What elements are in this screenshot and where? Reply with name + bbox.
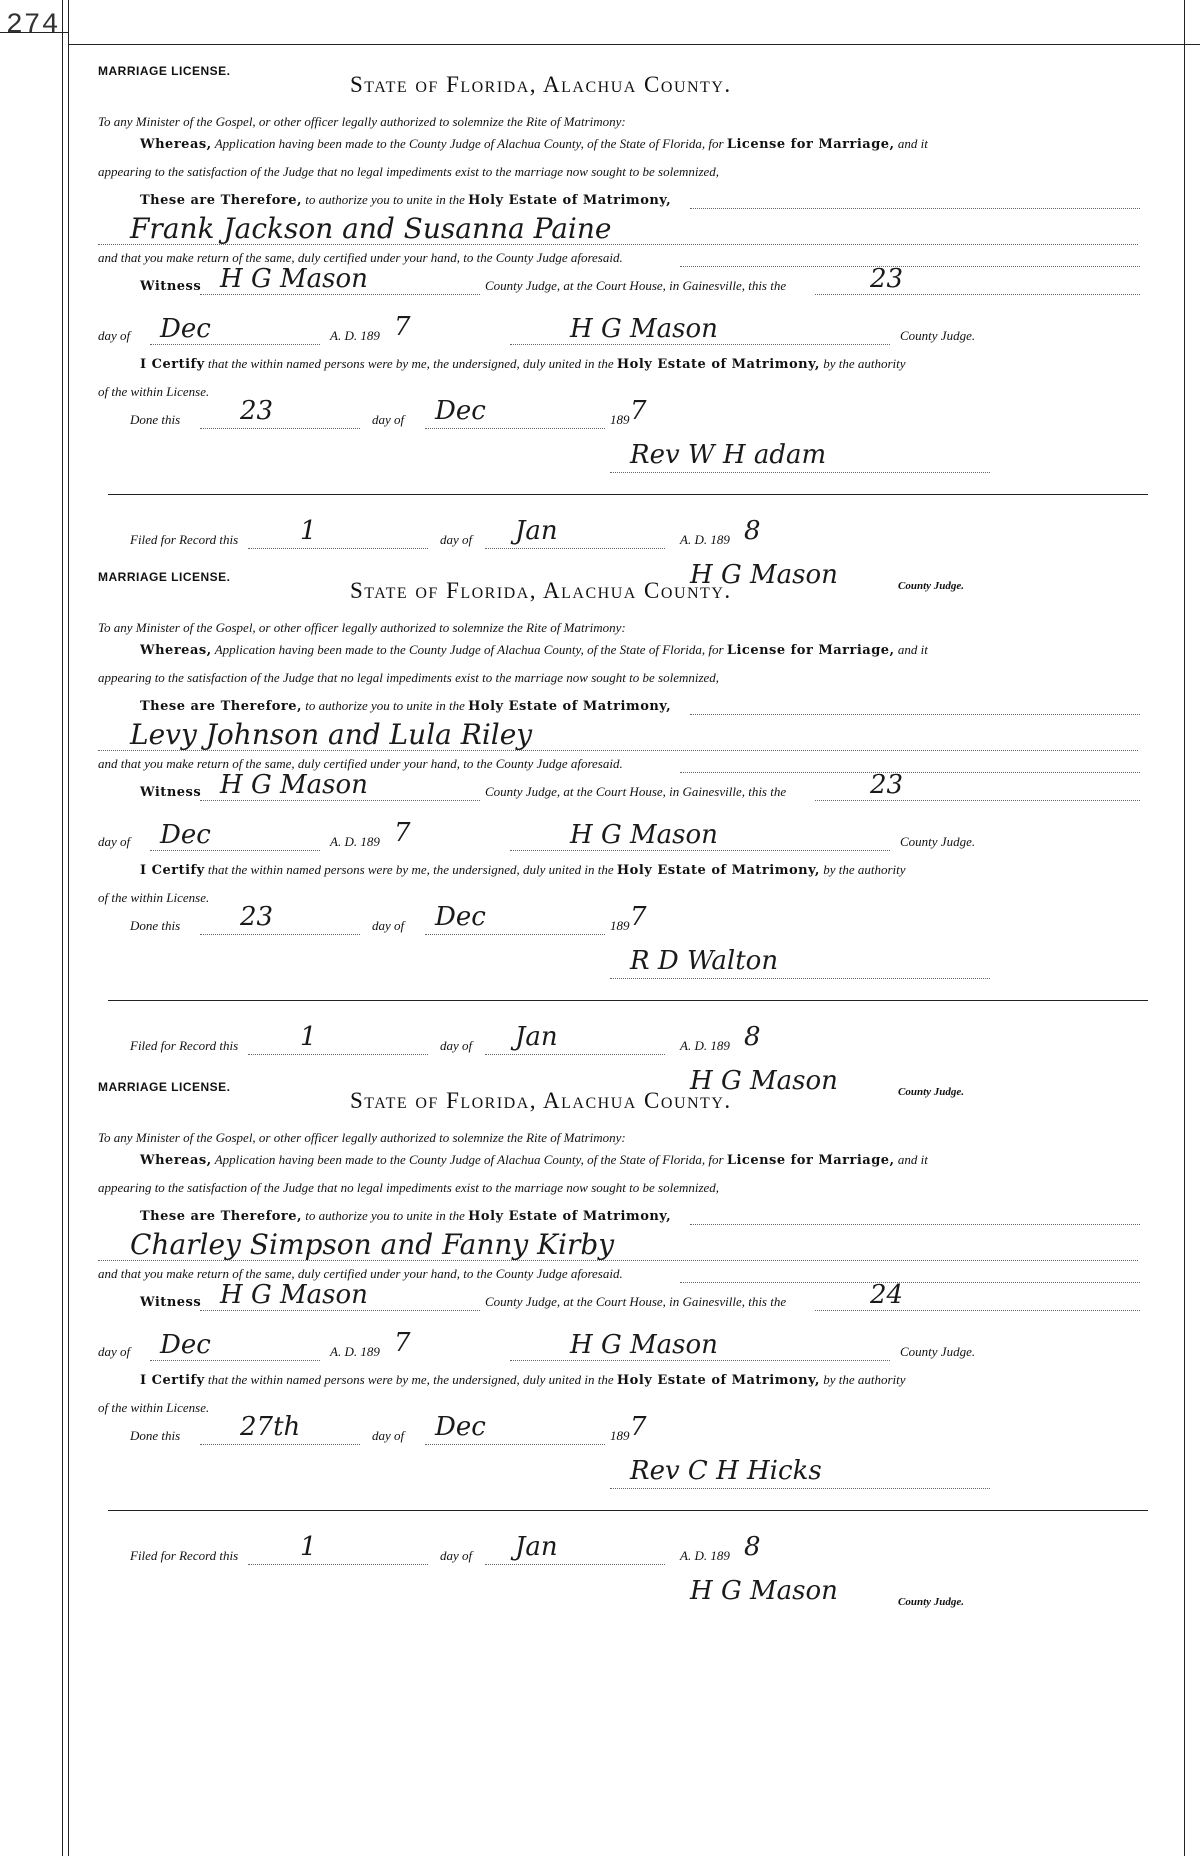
filed-day: 1	[300, 516, 317, 546]
certify-text: that the within named persons were by me, the undersigned, duly united in the	[207, 862, 614, 877]
done-day: 23	[240, 902, 274, 932]
dotted-line	[610, 978, 990, 979]
filed-month: Jan	[515, 1022, 558, 1052]
filed-month: Jan	[515, 1532, 558, 1562]
certify-line	[140, 862, 906, 878]
court-text: County Judge, at the Court House, in Gainesville, this the	[485, 278, 787, 293]
therefore-text: to authorize you to unite in the	[305, 192, 465, 207]
dotted-line	[200, 1310, 480, 1311]
done-month: Dec	[435, 396, 486, 426]
done-this-label: Done this	[130, 1428, 181, 1443]
done-day: 27th	[240, 1412, 301, 1442]
dotted-line	[485, 1054, 665, 1055]
done-month: Dec	[435, 1412, 486, 1442]
done-year-digit: 7	[630, 902, 647, 932]
witness-label	[140, 1294, 201, 1310]
marriage-license	[90, 64, 1150, 654]
dotted-line	[815, 800, 1140, 801]
filed-signature: H G Mason	[690, 1066, 838, 1096]
within-license: of the within License.	[98, 384, 210, 399]
return-line: and that you make return of the same, duly certified under your hand, to the County Judge aforesaid.	[98, 756, 623, 771]
therefore-word: These are Therefore,	[140, 1209, 303, 1224]
county-judge-small: County Judge.	[898, 1596, 965, 1608]
filed-day: 1	[300, 1532, 317, 1562]
marriage-license	[90, 570, 1150, 1160]
license-tag: MARRIAGE LICENSE.	[98, 1080, 231, 1094]
certify-text: that the within named persons were by me, the undersigned, duly united in the	[207, 1372, 614, 1387]
witness-word: Witness	[140, 279, 202, 294]
dotted-line	[425, 428, 605, 429]
done-day-of: day of	[372, 412, 405, 427]
dotted-line	[248, 1054, 428, 1055]
page-number: 274	[6, 10, 60, 41]
certify-word: I Certify	[140, 863, 205, 878]
whereas-text: Application having been made to the County Judge of Alachua County, of the State of Florida, for	[214, 136, 724, 151]
judge-signature: H G Mason	[570, 314, 718, 344]
appearing-line: appearing to the satisfaction of the Judge that no legal impediments exist to the marriage now sought to be solemnized,	[98, 164, 720, 179]
whereas-text: Application having been made to the County Judge of Alachua County, of the State of Florida, for	[214, 642, 724, 657]
done-this-label: Done this	[130, 412, 181, 427]
dotted-line	[510, 344, 890, 345]
day-of-label: day of	[98, 834, 131, 849]
county-judge-small: County Judge.	[898, 1086, 965, 1098]
right-margin-line	[1184, 0, 1185, 1856]
ad-year: A. D. 189	[330, 834, 380, 849]
margin-line-inner	[68, 0, 69, 1856]
dotted-line	[150, 1360, 320, 1361]
by-authority: by the authority	[823, 862, 906, 877]
margin-line	[62, 0, 63, 1856]
holy-estate-certify: Holy Estate of Matrimony,	[616, 863, 820, 878]
done-year: 189	[610, 412, 630, 427]
certify-line	[140, 1372, 906, 1388]
whereas-line	[140, 642, 928, 658]
filed-day-of: day of	[440, 1548, 473, 1563]
dotted-line	[200, 800, 480, 801]
dotted-line	[485, 1564, 665, 1565]
county-judge-label: County Judge.	[900, 834, 976, 849]
done-month: Dec	[435, 902, 486, 932]
county-judge-label: County Judge.	[900, 1344, 976, 1359]
dotted-line	[200, 934, 360, 935]
license-month: Dec	[160, 1330, 211, 1360]
done-day-of: day of	[372, 1428, 405, 1443]
whereas-word: Whereas,	[140, 137, 212, 152]
dotted-line	[425, 934, 605, 935]
ad-year-digit: 7	[394, 1328, 411, 1358]
dotted-line	[610, 1488, 990, 1489]
witness-word: Witness	[140, 1295, 202, 1310]
dotted-line	[690, 714, 1140, 715]
done-year-digit: 7	[630, 1412, 647, 1442]
appearing-line: appearing to the satisfaction of the Judge that no legal impediments exist to the marriage now sought to be solemnized,	[98, 1180, 720, 1195]
dotted-line	[680, 772, 1140, 773]
county-judge-label: County Judge.	[900, 328, 976, 343]
day-of-label: day of	[98, 328, 131, 343]
dotted-line	[200, 1444, 360, 1445]
license-heading: State of Florida, Alachua County.	[350, 578, 732, 603]
witness-word: Witness	[140, 785, 202, 800]
filed-signature: H G Mason	[690, 1576, 838, 1606]
certify-text: that the within named persons were by me, the undersigned, duly united in the	[207, 356, 614, 371]
filed-day-of: day of	[440, 1038, 473, 1053]
dotted-line	[200, 428, 360, 429]
dotted-line	[248, 548, 428, 549]
couple-names: Frank Jackson and Susanna Paine	[130, 212, 612, 245]
license-heading: State of Florida, Alachua County.	[350, 72, 732, 97]
dotted-line	[815, 1310, 1140, 1311]
section-divider	[108, 1000, 1148, 1001]
witness-signature: H G Mason	[220, 770, 368, 800]
dotted-line	[510, 1360, 890, 1361]
dotted-line	[98, 244, 1138, 245]
ad-year-digit: 7	[394, 312, 411, 342]
done-year: 189	[610, 1428, 630, 1443]
dotted-line	[510, 850, 890, 851]
top-rule	[68, 44, 1200, 45]
county-judge-small: County Judge.	[898, 580, 965, 592]
witness-label	[140, 784, 201, 800]
filed-year-digit: 8	[744, 1532, 761, 1562]
license-heading: State of Florida, Alachua County.	[350, 1088, 732, 1113]
return-line: and that you make return of the same, duly certified under your hand, to the County Judge aforesaid.	[98, 1266, 623, 1281]
therefore-line	[140, 192, 671, 208]
license-tag: MARRIAGE LICENSE.	[98, 570, 231, 584]
filed-year-digit: 8	[744, 1022, 761, 1052]
license-month: Dec	[160, 314, 211, 344]
to-line: To any Minister of the Gospel, or other officer legally authorized to solemnize the Rite of Matrimony:	[98, 620, 626, 635]
appearing-line: appearing to the satisfaction of the Judge that no legal impediments exist to the marriage now sought to be solemnized,	[98, 670, 720, 685]
witness-day: 23	[870, 264, 904, 294]
return-line: and that you make return of the same, duly certified under your hand, to the County Judge aforesaid.	[98, 250, 623, 265]
officiant-signature: R D Walton	[630, 946, 779, 976]
filed-label: Filed for Record this	[130, 532, 239, 547]
filed-year-digit: 8	[744, 516, 761, 546]
whereas-word: Whereas,	[140, 1153, 212, 1168]
holy-estate: Holy Estate of Matrimony,	[468, 193, 672, 208]
dotted-line	[815, 294, 1140, 295]
ad-year: A. D. 189	[330, 328, 380, 343]
and-it: and it	[897, 642, 928, 657]
witness-signature: H G Mason	[220, 264, 368, 294]
within-license: of the within License.	[98, 890, 210, 905]
therefore-word: These are Therefore,	[140, 699, 303, 714]
license-for-marriage: License for Marriage,	[726, 137, 895, 152]
dotted-line	[98, 750, 1138, 751]
dotted-line	[248, 1564, 428, 1565]
whereas-word: Whereas,	[140, 643, 212, 658]
filed-year: A. D. 189	[680, 1038, 730, 1053]
done-day-of: day of	[372, 918, 405, 933]
certify-line	[140, 356, 906, 372]
license-month: Dec	[160, 820, 211, 850]
to-line: To any Minister of the Gospel, or other officer legally authorized to solemnize the Rite of Matrimony:	[98, 1130, 626, 1145]
therefore-line	[140, 1208, 671, 1224]
filed-day: 1	[300, 1022, 317, 1052]
court-text: County Judge, at the Court House, in Gainesville, this the	[485, 1294, 787, 1309]
filed-signature: H G Mason	[690, 560, 838, 590]
and-it: and it	[897, 136, 928, 151]
dotted-line	[485, 548, 665, 549]
filed-label: Filed for Record this	[130, 1038, 239, 1053]
section-divider	[108, 1510, 1148, 1511]
done-this-label: Done this	[130, 918, 181, 933]
judge-signature: H G Mason	[570, 1330, 718, 1360]
by-authority: by the authority	[823, 1372, 906, 1387]
officiant-signature: Rev C H Hicks	[630, 1456, 822, 1486]
license-for-marriage: License for Marriage,	[726, 643, 895, 658]
license-tag: MARRIAGE LICENSE.	[98, 64, 231, 78]
dotted-line	[425, 1444, 605, 1445]
ad-year: A. D. 189	[330, 1344, 380, 1359]
license-for-marriage: License for Marriage,	[726, 1153, 895, 1168]
witness-day: 23	[870, 770, 904, 800]
filed-year: A. D. 189	[680, 532, 730, 547]
certify-word: I Certify	[140, 357, 205, 372]
officiant-signature: Rev W H adam	[630, 440, 827, 470]
holy-estate: Holy Estate of Matrimony,	[468, 1209, 672, 1224]
within-license: of the within License.	[98, 1400, 210, 1415]
filed-month: Jan	[515, 516, 558, 546]
whereas-text: Application having been made to the County Judge of Alachua County, of the State of Florida, for	[214, 1152, 724, 1167]
holy-estate-certify: Holy Estate of Matrimony,	[616, 357, 820, 372]
dotted-line	[690, 208, 1140, 209]
dotted-line	[98, 1260, 1138, 1261]
dotted-line	[150, 344, 320, 345]
certify-word: I Certify	[140, 1373, 205, 1388]
done-year-digit: 7	[630, 396, 647, 426]
holy-estate-certify: Holy Estate of Matrimony,	[616, 1373, 820, 1388]
marriage-license	[90, 1080, 1150, 1670]
holy-estate: Holy Estate of Matrimony,	[468, 699, 672, 714]
dotted-line	[610, 472, 990, 473]
therefore-text: to authorize you to unite in the	[305, 1208, 465, 1223]
done-day: 23	[240, 396, 274, 426]
dotted-line	[690, 1224, 1140, 1225]
section-divider	[108, 494, 1148, 495]
judge-signature: H G Mason	[570, 820, 718, 850]
filed-label: Filed for Record this	[130, 1548, 239, 1563]
to-line: To any Minister of the Gospel, or other officer legally authorized to solemnize the Rite of Matrimony:	[98, 114, 626, 129]
therefore-text: to authorize you to unite in the	[305, 698, 465, 713]
whereas-line	[140, 136, 928, 152]
dotted-line	[680, 1282, 1140, 1283]
whereas-line	[140, 1152, 928, 1168]
ad-year-digit: 7	[394, 818, 411, 848]
couple-names: Charley Simpson and Fanny Kirby	[130, 1228, 615, 1261]
page-number-rule	[0, 32, 68, 33]
therefore-line	[140, 698, 671, 714]
witness-signature: H G Mason	[220, 1280, 368, 1310]
by-authority: by the authority	[823, 356, 906, 371]
filed-year: A. D. 189	[680, 1548, 730, 1563]
and-it: and it	[897, 1152, 928, 1167]
dotted-line	[150, 850, 320, 851]
witness-label	[140, 278, 201, 294]
court-text: County Judge, at the Court House, in Gainesville, this the	[485, 784, 787, 799]
witness-day: 24	[870, 1280, 904, 1310]
day-of-label: day of	[98, 1344, 131, 1359]
dotted-line	[200, 294, 480, 295]
done-year: 189	[610, 918, 630, 933]
therefore-word: These are Therefore,	[140, 193, 303, 208]
filed-day-of: day of	[440, 532, 473, 547]
dotted-line	[680, 266, 1140, 267]
couple-names: Levy Johnson and Lula Riley	[130, 718, 533, 751]
